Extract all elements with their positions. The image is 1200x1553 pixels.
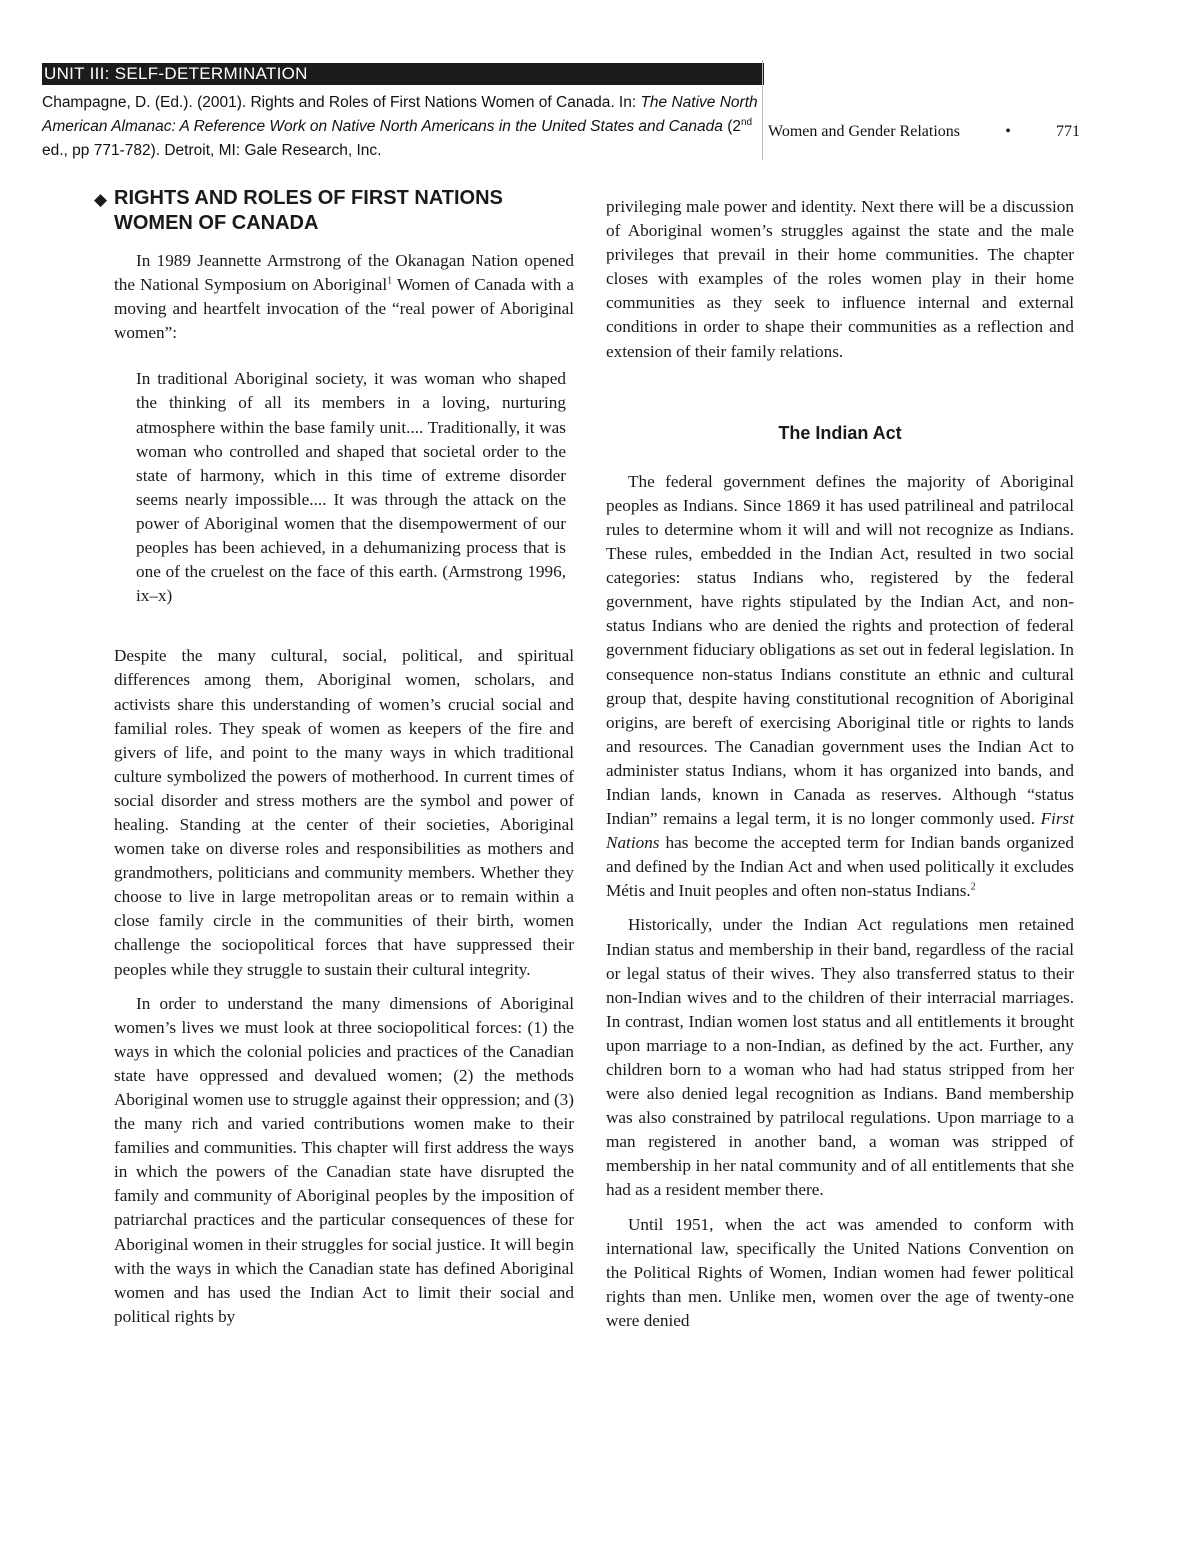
diamond-icon: ◆: [94, 190, 108, 209]
unit-banner: UNIT III: SELF-DETERMINATION: [42, 63, 764, 85]
federal-text-a: The federal government defines the majority of Aboriginal peoples as Indians. Since 1869 it has used patrilineal and patrilocal rules to determine whom it will and will not recognize as Indians. These rules, embedded in the Indian Act, resulted in two social categories: status Indians who, registered by the federal government, have rights stipulated by the Indian Act, and non-status Indians who are denied the rights and protection of federal government fiduciary obligations as set out in federal legislation. In consequence non-status Indians constitute an ethnic and cultural group that, despite having constitutional recognition of Aboriginal origins, are bereft of exercising Aboriginal title or rights to lands and resources. The Canadian government uses the Indian Act to administer status Indians, whom it has organized into bands, and Indian lands, known in Canada as reserves. Although “status Indian” remains a legal term, it is no longer commonly used.: [606, 471, 1074, 829]
section-title: [94, 186, 574, 236]
running-head: [768, 122, 1080, 142]
federal-text-b: has become the accepted term for Indian bands organized and defined by the Indian Act and when used politically it excludes Métis and Inuit peoples and often non-status Indians.: [606, 833, 1074, 901]
paragraph-historically: Historically, under the Indian Act regulations men retained Indian status and membership in their band, regardless of the racial or legal status of their wives. They also transferred status to their non-Indian wives and to the children of their interracial marriages. In contrast, Indian women lost status and all entitlements it brought upon marriage to a non-Indian, as defined by the act. Further, any children born to a woman who had had status stripped from her were also denied legal recognition as Indians. Band membership was also constrained by patrilocal regulations. Upon marriage to a man registered in another band, a woman was stripped of membership in her natal community and of all entitlements that she had as a resident member there.: [606, 915, 1074, 1200]
citation-suffix: ed., pp 771-782). Detroit, MI: Gale Research, Inc.: [42, 142, 382, 159]
intro-text-a: In 1989 Jeannette Armstrong of the Okanagan Nation opened the National Symposium on Aboriginal: [114, 251, 574, 295]
paragraph-despite: Despite the many cultural, social, political, and spiritual differences among them, Aboriginal women, scholars, and activists share this understanding of women’s crucial social and familial roles. They speak of women as keepers of the fire and givers of life, and point to the many ways in which traditional culture symbolized the powers of motherhood. In current times of social disorder and stress mothers are the symbol and power of healing. Standing at the center of their societies, Aboriginal women take on diverse roles and responsibilities as mothers and grandmothers, politicians and community members. Whether they choose to live in large metropolitan areas or to remain within a close family circle in the communities of their birth, women challenge the sociopolitical forces that have suppressed their peoples while they struggle to sustain their cultural integrity.: [114, 646, 574, 979]
page-number: 771: [1055, 123, 1080, 140]
running-head-title: Women and Gender Relations: [768, 123, 960, 140]
paragraph-until-1951: Until 1951, when the act was amended to conform with international law, specifically the United Nations Convention on the Political Rights of Women, Indian women had fewer political rights than men. Unlike men, women over the age of twenty-one were denied: [606, 1214, 1074, 1330]
footnote-ref-1: 1: [387, 275, 393, 287]
block-quote: In traditional Aboriginal society, it was woman who shaped the thinking of all its members in a loving, nurturing atmosphere within the base family unit.... Traditionally, it was woman who controlled and shaped that societal order to the state of harmony, which in this time of extreme disorder seems nearly impossible.... It was through the attack on the power of Aboriginal women that the disempowerment of our peoples has been achieved, in a dehumanizing process that is one of the cruelest on the face of this earth. (Armstrong 1996, ix–x): [136, 369, 566, 606]
citation-book-title: The Native North American Almanac: A Reference Work on Native North Americans in the United States and Canada: [42, 94, 758, 135]
citation-edition: (2: [722, 118, 741, 135]
paragraph-continued: privileging male power and identity. Next there will be a discussion of Aboriginal women’s struggles against the state and the male privileges that prevail in their home communities. The chapter closes with examples of the roles women play in their home communities as they seek to influence internal and external conditions in order to shape their communities as a reflection and extension of their family relations.: [606, 197, 1074, 361]
citation-prefix: Champagne, D. (Ed.). (2001). Rights and Roles of First Nations Women of Canada. In:: [42, 94, 641, 111]
paragraph-federal: [606, 470, 1074, 904]
paragraph-in-order: In order to understand the many dimensions of Aboriginal women’s lives we must look at three sociopolitical forces: (1) the ways in which the colonial policies and practices of the Canadian state have oppressed and devalued women; (2) the methods Aboriginal women use to struggle against their oppression; and (3) the many rich and varied contributions women make to their families and communities. This chapter will first address the ways in which the powers of the Canadian state have disrupted the family and community of Aboriginal peoples by the imposition of patriarchal practices and the particular consequences of these for Aboriginal women in their struggles for social justice. It will begin with the ways in which the Canadian state has defined Aboriginal women and has used the Indian Act to limit their social and political rights by: [114, 993, 574, 1326]
section-title-text: RIGHTS AND ROLES OF FIRST NATIONS WOMEN OF CANADA: [114, 187, 503, 234]
federal-italic-term: First Nations: [606, 809, 1074, 853]
footnote-ref-2: 2: [970, 881, 976, 893]
citation: [42, 91, 772, 163]
running-head-bullet: •: [1005, 123, 1011, 140]
right-column: [606, 195, 1074, 1333]
intro-paragraph: [114, 249, 574, 345]
citation-edition-sup: nd: [740, 116, 753, 128]
left-column: [94, 186, 574, 1329]
intro-text-b: Women of Canada with a moving and heartfelt invocation of the “real power of Aboriginal women”:: [114, 275, 574, 343]
subheading-indian-act: The Indian Act: [778, 422, 902, 443]
